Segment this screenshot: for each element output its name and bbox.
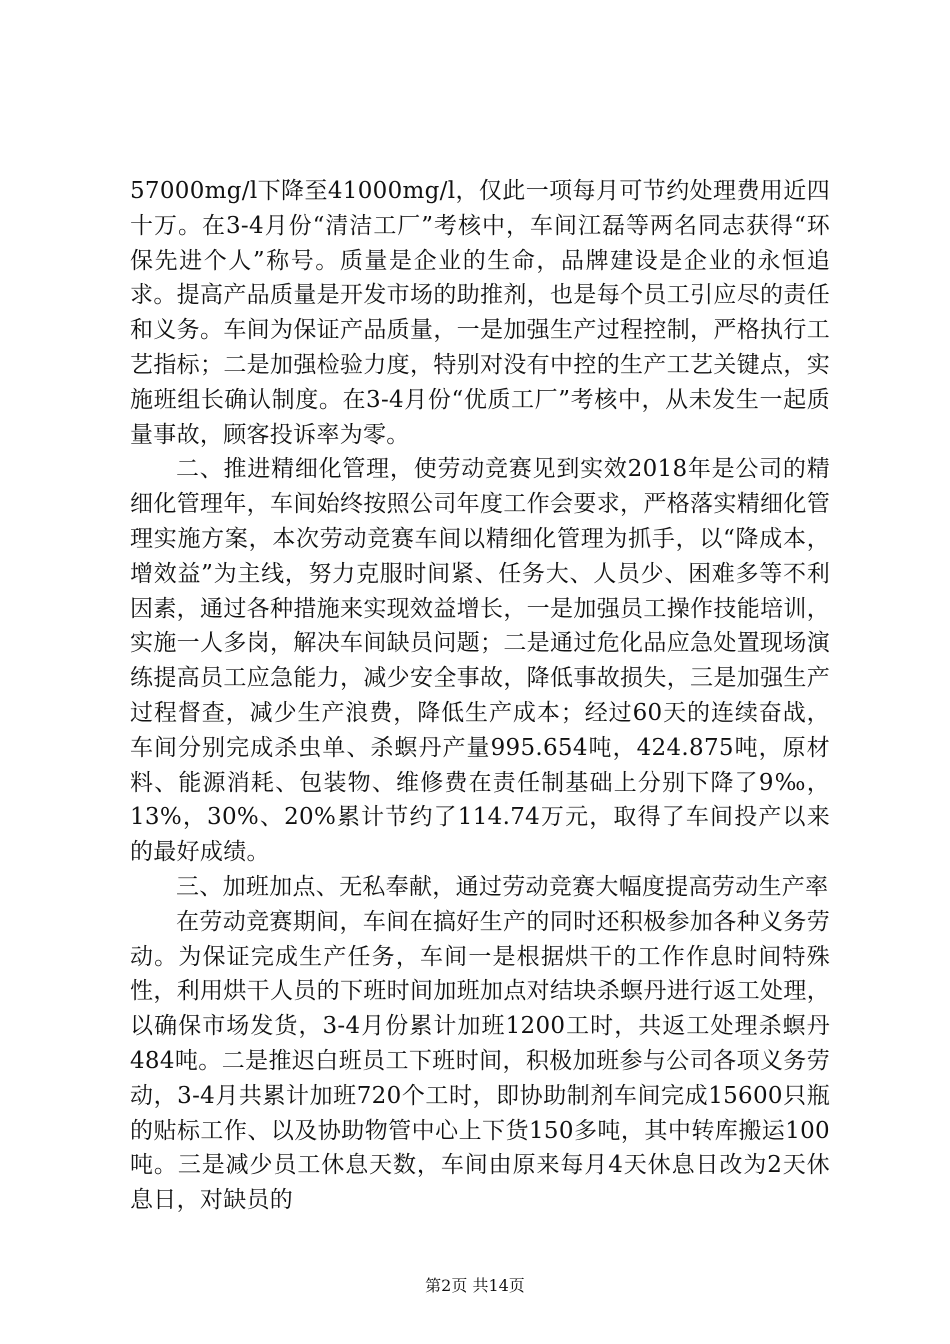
paragraph-section-two: 二、推进精细化管理，使劳动竞赛见到实效2018年是公司的精细化管理年，车间始终按照公司年度工作会要求，严格落实精细化管理实施方案，本次劳动竞赛车间以精细化管理为抓手，以“降成本，增效益”为主线，努力克服时间紧、任务大、人员少、困难多等不利因素，通过各种措施来实现效益增长，一是加强员工操作技能培训，实施一人多岗，解决车间缺员问题；二是通过危化品应急处置现场演练提高员工应急能力，减少安全事故，降低事故损失，三是加强生产过程督查，减少生产浪费，降低生产成本；经过60天的连续奋战，车间分别完成杀虫单、杀螟丹产量995.654吨，424.875吨，原材料、能源消耗、包装物、维修费在责任制基础上分别下降了9‰，13%，30%、20%累计节约了114.74万元，取得了车间投产以来的最好成绩。	[130, 456, 830, 866]
paragraph-continuation: 57000mg/l下降至41000mg/l，仅此一项每月可节约处理费用近四十万。在3-4月份“清洁工厂”考核中，车间江磊等两名同志获得“环保先进个人”称号。质量是企业的生命，品牌建设是企业的永恒追求。提高产品质量是开发市场的助推剂，也是每个员工引应尽的责任和义务。车间为保证产品质量，一是加强生产过程控制，严格执行工艺指标；二是加强检验力度，特别对没有中控的生产工艺关键点，实施班组长确认制度。在3-4月份“优质工厂”考核中，从未发生一起质量事故，顾客投诉率为零。	[130, 178, 830, 448]
page-footer: 第2页 共14页	[425, 1276, 525, 1295]
document-body	[130, 174, 830, 1218]
paragraph-section-three-body: 在劳动竞赛期间，车间在搞好生产的同时还积极参加各种义务劳动。为保证完成生产任务，车间一是根据烘干的工作作息时间特殊性，利用烘干人员的下班时间加班加点对结块杀螟丹进行返工处理，以确保市场发货，3-4月份累计加班1200工时，共返工处理杀螟丹484吨。二是推迟白班员工下班时间，积极加班参与公司各项义务劳动，3-4月共累计加班720个工时，即协助制剂车间完成15600只瓶的贴标工作、以及协助物管中心上下货150多吨，其中转库搬运100吨。三是减少员工休息天数，车间由原来每月4天休息日改为2天休息日，对缺员的	[130, 908, 830, 1214]
section-heading-three: 三、加班加点、无私奉献，通过劳动竞赛大幅度提高劳动生产率	[176, 873, 829, 900]
